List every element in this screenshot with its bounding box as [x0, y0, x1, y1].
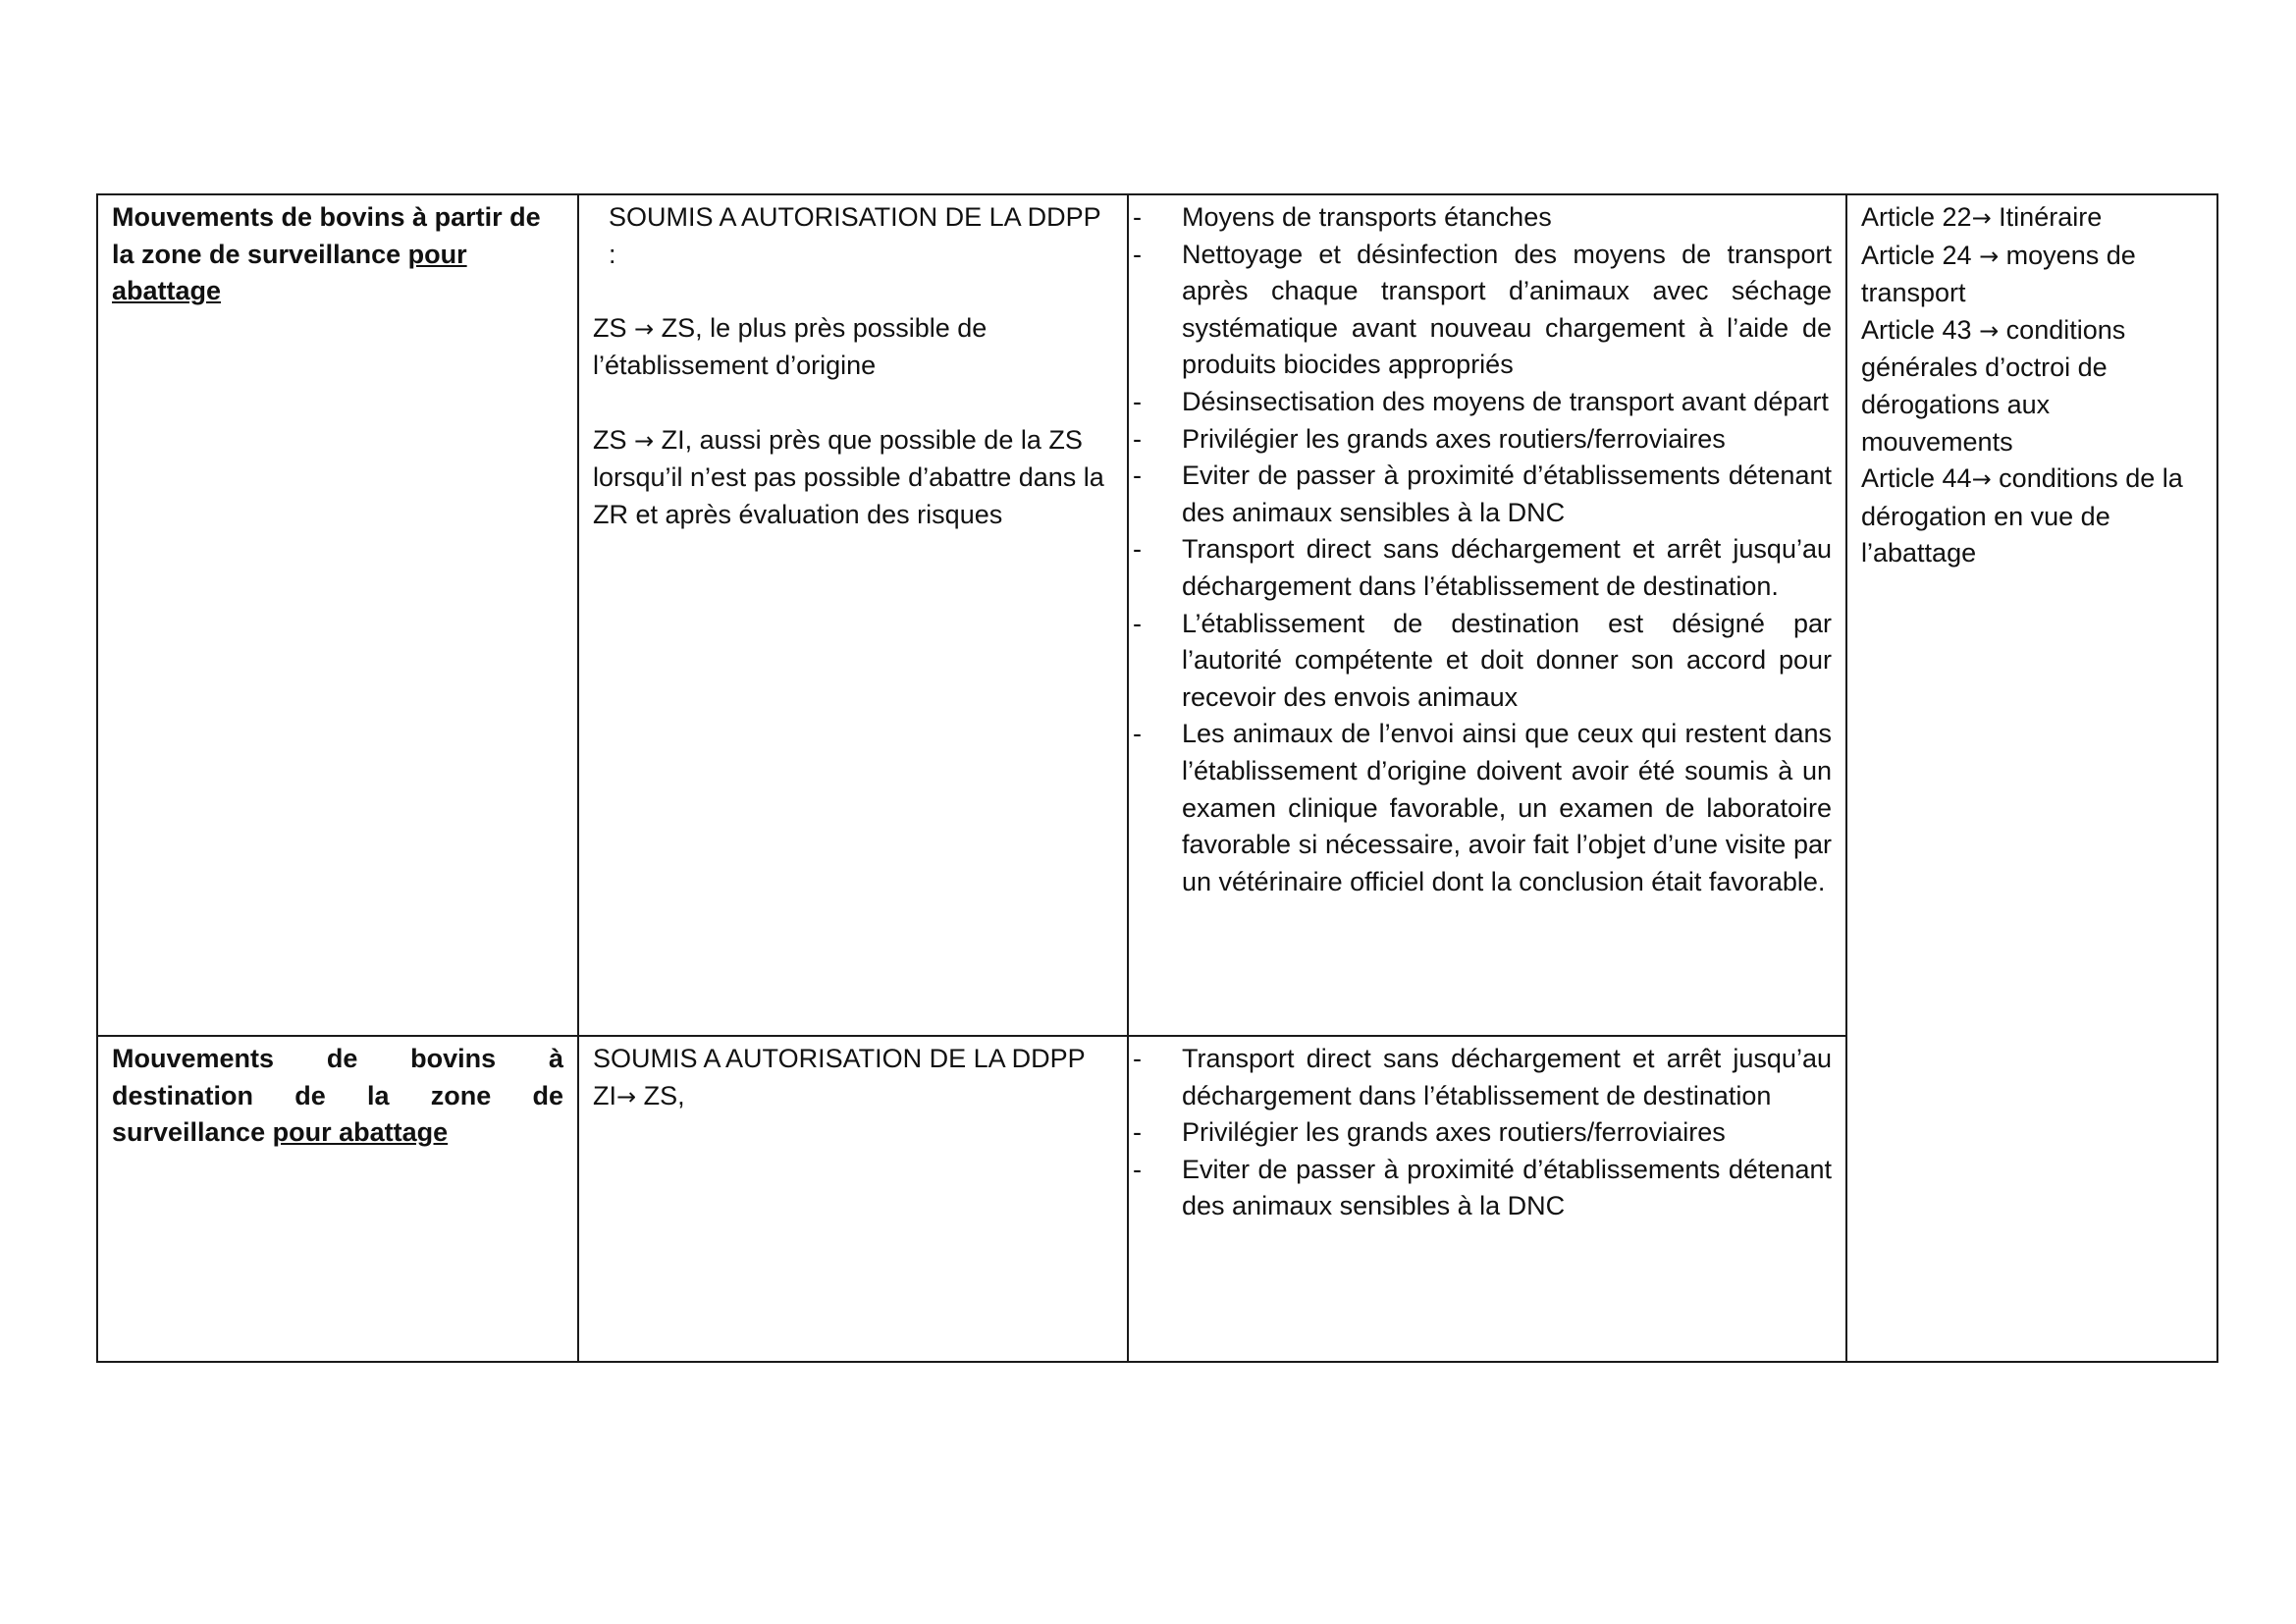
- authorization-cell: [578, 194, 1128, 1036]
- movement-title-text: Mouvements de bovins à destination de la zone de surveillance: [112, 1044, 563, 1148]
- authorization-route: ZS → ZS, le plus près possible de l’établissement d’origine: [593, 312, 988, 381]
- authorization-route: ZS → ZI, aussi près que possible de la ZS lorsqu’il n’est pas possible d’abattre dans la ZR et après évaluation des risques: [593, 424, 1104, 529]
- arrow-right-icon: →: [1971, 465, 1992, 494]
- movement-title: [98, 1037, 577, 1152]
- list-item: - Désinsectisation des moyens de transport avant départ: [1133, 386, 1829, 416]
- table-row: [97, 1036, 2217, 1362]
- movement-title-cell: [97, 194, 578, 1036]
- authorization-cell: [578, 1036, 1128, 1362]
- movement-title-purpose: pour abattage: [112, 239, 467, 306]
- list-item: - Moyens de transports étanches: [1133, 202, 1552, 232]
- arrow-right-icon: →: [634, 314, 655, 343]
- article-reference: Article 24 → moyens de transport: [1861, 240, 2136, 308]
- article-reference: Article 44→ conditions de la dérogation en vue de l’abattage: [1861, 463, 2183, 568]
- list-item: - Transport direct sans déchargement et arrêt jusqu’au déchargement dans l’établissement de destination.: [1133, 534, 1832, 601]
- conditions-list: [1129, 195, 1845, 900]
- article-reference: Article 43 → conditions générales d’octroi de dérogations aux mouvements: [1861, 314, 2126, 457]
- list-item: - Nettoyage et désinfection des moyens de transport après chaque transport d’animaux avec séchage systématique avant nouveau chargement à l’aide de produits biocides appropriés: [1133, 239, 1832, 380]
- list-item: - Privilégier les grands axes routiers/ferroviaires: [1133, 1117, 1726, 1148]
- table-row: [97, 194, 2217, 1036]
- authorization-title: SOUMIS A AUTORISATION DE LA DDPP: [593, 1044, 1086, 1073]
- conditions-list: [1129, 1037, 1845, 1225]
- movement-title: [98, 195, 577, 310]
- articles-cell: [1846, 194, 2217, 1036]
- conditions-cell: [1128, 1036, 1846, 1362]
- movement-title-text: Mouvements de bovins à partir de la zone de surveillance: [112, 202, 541, 269]
- arrow-right-icon: →: [1979, 242, 2000, 270]
- movement-rules-table: [96, 193, 2218, 1363]
- articles-cell-continued: [1846, 1036, 2217, 1362]
- movement-title-cell: [97, 1036, 578, 1362]
- arrow-right-icon: →: [634, 426, 655, 455]
- articles-list: [1847, 195, 2216, 572]
- authorization-route: ZI→ ZS,: [593, 1080, 685, 1110]
- movement-title-purpose: pour abattage: [272, 1117, 449, 1148]
- list-item: - Eviter de passer à proximité d’établissements détenant des animaux sensibles à la DNC: [1133, 1154, 1832, 1221]
- list-item: - Transport direct sans déchargement et arrêt jusqu’au déchargement dans l’établissement de destination: [1133, 1044, 1832, 1110]
- arrow-right-icon: →: [616, 1082, 637, 1110]
- list-item: - Les animaux de l’envoi ainsi que ceux qui restent dans l’établissement d’origine doivent avoir été soumis à un examen clinique favorable, un examen de laboratoire favorable si nécessaire, avoir fait l’objet d’une visite par un vétérinaire officiel dont la conclusion était favorable.: [1133, 719, 1832, 896]
- conditions-cell: [1128, 194, 1846, 1036]
- list-item: - L’établissement de destination est désigné par l’autorité compétente et doit donner son accord pour recevoir des envois animaux: [1133, 608, 1832, 712]
- article-reference: Article 22→ Itinéraire: [1861, 202, 2103, 232]
- arrow-right-icon: →: [1979, 316, 2000, 345]
- list-item: - Privilégier les grands axes routiers/ferroviaires: [1133, 423, 1726, 454]
- arrow-right-icon: →: [1971, 204, 1992, 232]
- authorization-title: SOUMIS A AUTORISATION DE LA DDPP :: [609, 202, 1101, 269]
- list-item: - Eviter de passer à proximité d’établissements détenant des animaux sensibles à la DNC: [1133, 460, 1832, 527]
